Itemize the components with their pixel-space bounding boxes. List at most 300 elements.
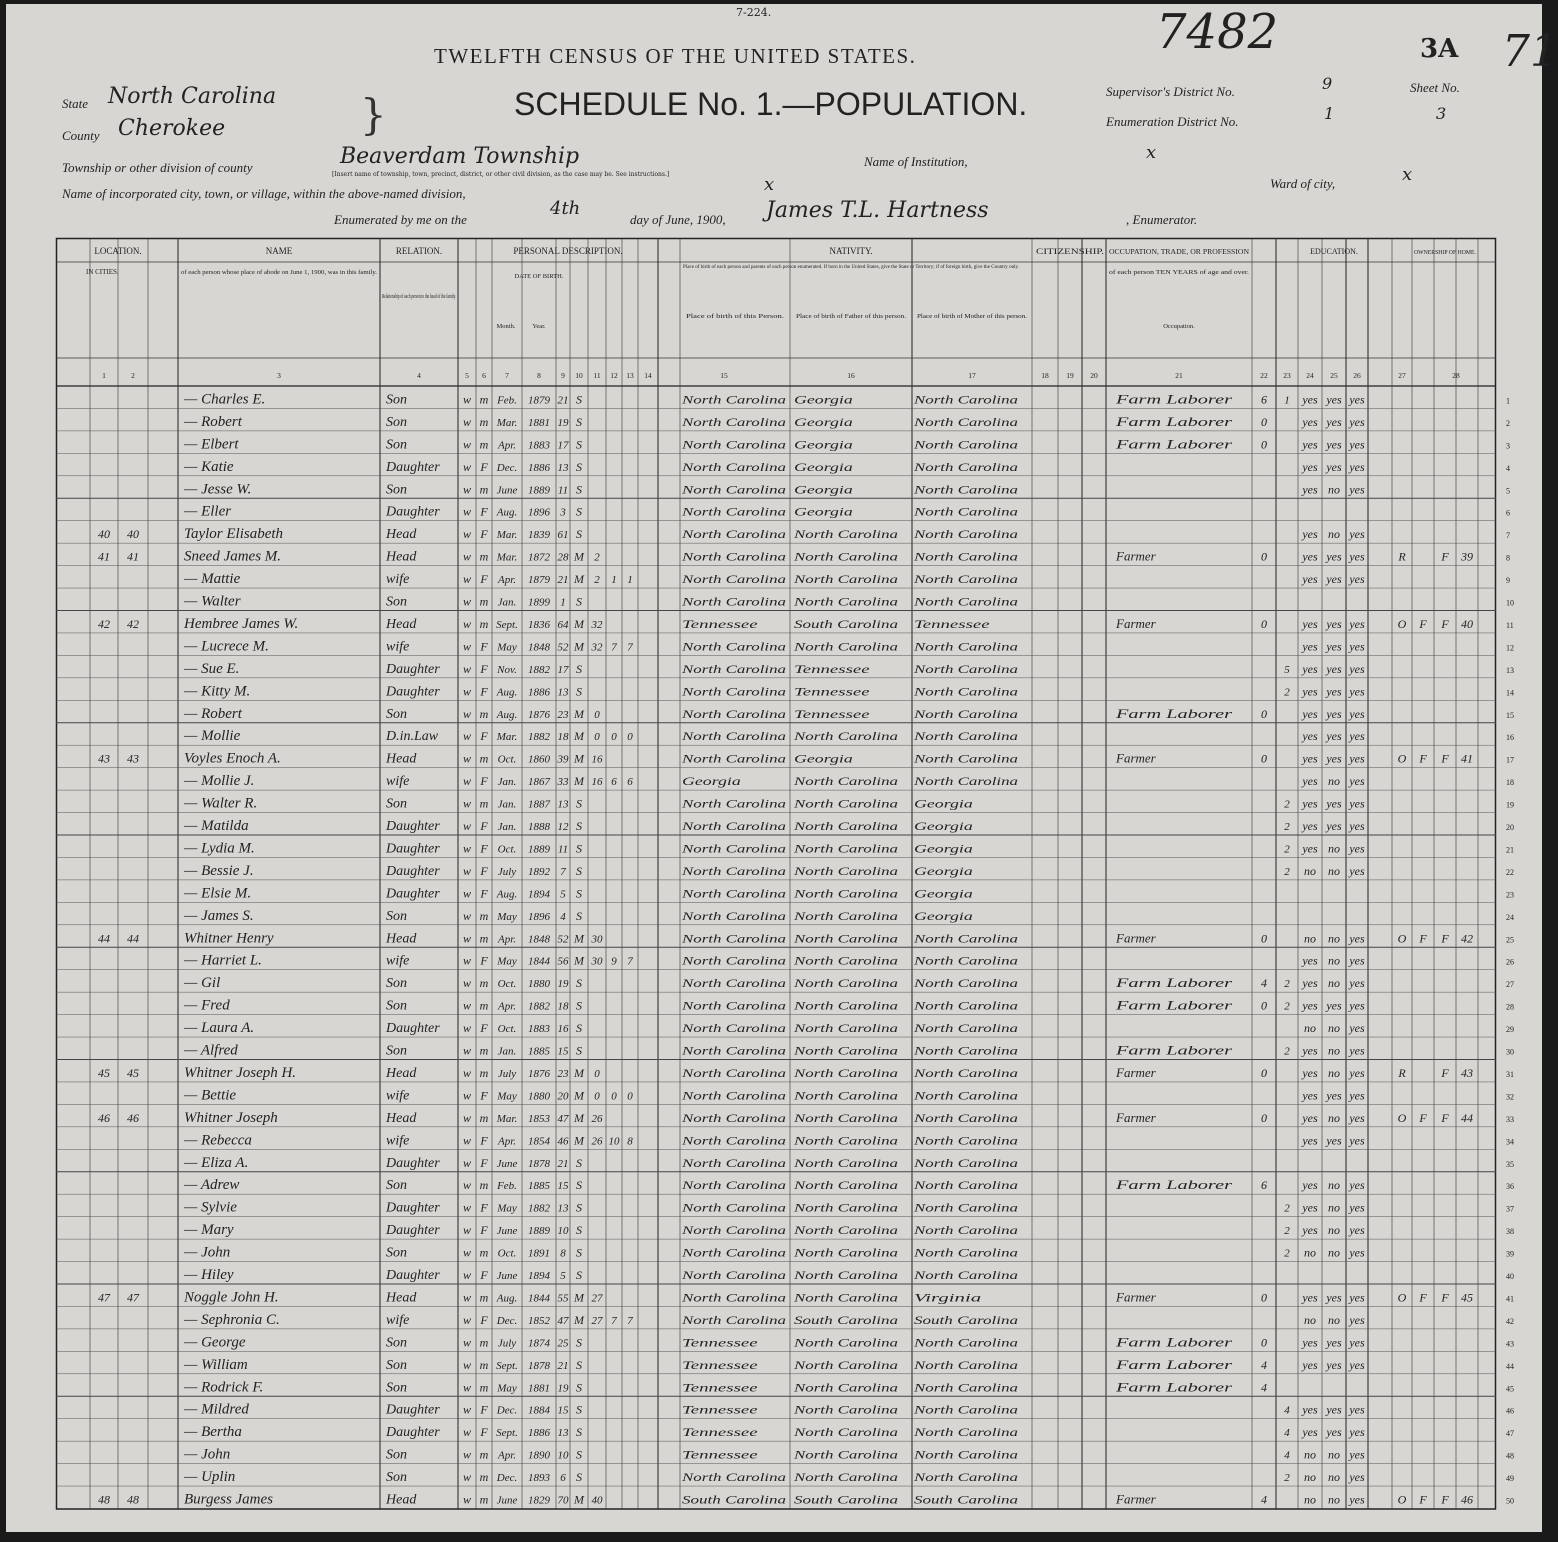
cell: Daughter <box>386 863 440 879</box>
cell: 13 <box>557 1202 569 1215</box>
cell: Head <box>386 1492 417 1508</box>
cell: — Harriet L. <box>184 952 262 969</box>
cell: F <box>480 1402 488 1417</box>
cell: 40 <box>98 527 110 542</box>
cell: North Carolina <box>912 661 1018 676</box>
cell: 1848 <box>528 641 550 654</box>
line-number: 8 <box>1506 553 1510 563</box>
cell: South Carolina <box>794 616 898 631</box>
cell: 4 <box>1284 1404 1290 1417</box>
cell: Whitner Joseph <box>184 1109 278 1126</box>
cell: Farm Laborer <box>1114 997 1234 1013</box>
cell: 21 <box>557 1157 569 1170</box>
cell: North Carolina <box>912 504 1018 519</box>
cell: Oct. <box>497 1023 517 1036</box>
cell: North Carolina <box>680 976 786 991</box>
cell: 1885 <box>528 1180 550 1193</box>
cell: no <box>1328 1245 1340 1260</box>
cell: yes <box>1349 1223 1365 1238</box>
cell: no <box>1304 1470 1316 1485</box>
cell: 0 <box>1261 616 1267 631</box>
cell: F <box>480 729 488 744</box>
cell: 26 <box>591 1135 603 1148</box>
cell: Mar. <box>496 529 518 542</box>
cell: North Carolina <box>680 953 786 968</box>
cell: Burgess James <box>184 1491 274 1508</box>
cell: S <box>576 414 582 429</box>
line-number: 9 <box>1506 576 1510 586</box>
cell: Daughter <box>386 1425 440 1441</box>
cell: 1892 <box>528 865 550 878</box>
line-number: 24 <box>1506 912 1514 922</box>
cell: wife <box>386 953 410 969</box>
cell: Tennessee <box>794 684 871 699</box>
cell: yes <box>1349 1065 1365 1080</box>
cell: 17 <box>557 439 569 452</box>
cell: Farm Laborer <box>1114 1042 1234 1058</box>
cell: 0 <box>1261 751 1267 766</box>
cell: F <box>1441 1290 1449 1305</box>
cell: yes <box>1349 1447 1365 1462</box>
cell: North Carolina <box>792 1402 898 1417</box>
cell: 4 <box>1261 1357 1267 1372</box>
cell: Dec. <box>496 1472 518 1485</box>
cell: yes <box>1349 572 1365 587</box>
cell: w <box>462 392 472 407</box>
column-number: 22 <box>1260 371 1268 380</box>
cell: F <box>1419 1290 1427 1305</box>
cell: F <box>480 774 488 789</box>
cell: 0 <box>1261 1110 1267 1125</box>
cell: 19 <box>557 1382 569 1395</box>
city-label: Name of incorporated city, town, or village, within the above-named division, <box>62 186 466 201</box>
cell: m <box>479 1335 489 1350</box>
cell: Apr. <box>497 1449 517 1462</box>
cell: yes <box>1349 976 1365 991</box>
cell: yes <box>1302 751 1318 766</box>
line-number: 7 <box>1506 531 1510 541</box>
cell: M <box>574 1065 584 1080</box>
cell: — Laura A. <box>184 1020 255 1037</box>
cell: North Carolina <box>912 392 1018 407</box>
cell: 6 <box>560 1472 566 1485</box>
cell: South Carolina <box>794 1492 898 1507</box>
cell: w <box>462 706 472 721</box>
cell: 46 <box>1461 1492 1473 1507</box>
cell: 1 <box>1284 394 1290 407</box>
cell: m <box>479 1380 489 1395</box>
cell: S <box>576 1043 582 1058</box>
cell: yes <box>1302 1223 1318 1238</box>
cell: North Carolina <box>912 931 1018 946</box>
cell: O <box>1397 1290 1407 1305</box>
line-number: 33 <box>1506 1114 1514 1124</box>
cell: m <box>479 1470 489 1485</box>
cell: S <box>576 527 582 542</box>
cell: Virginia <box>914 1290 982 1305</box>
cell: North Carolina <box>912 751 1018 766</box>
cell: yes <box>1326 437 1342 452</box>
cell: — Eller <box>184 503 232 520</box>
cell: 26 <box>591 1112 603 1125</box>
cell: 42 <box>98 616 110 631</box>
cell: no <box>1328 1065 1340 1080</box>
cell: — Bessie J. <box>184 862 254 879</box>
cell: 2 <box>1284 1247 1290 1260</box>
cell: Apr. <box>497 1000 517 1013</box>
cell: Apr. <box>497 1135 517 1148</box>
cell: w <box>462 1268 472 1282</box>
cell: South Carolina <box>794 1312 898 1327</box>
cell: yes <box>1349 527 1365 542</box>
cell: 2 <box>1284 1225 1290 1238</box>
township-value: Beaverdam Township <box>340 144 580 169</box>
ward-value: x <box>1402 164 1413 185</box>
cell: Son <box>386 908 407 924</box>
cell: 2 <box>1284 865 1290 878</box>
cell: no <box>1304 1492 1316 1507</box>
enumeration-label: Enumeration District No. <box>1106 114 1239 129</box>
cell: S <box>576 998 582 1013</box>
cell: Farmer <box>1116 1109 1156 1125</box>
cell: 1882 <box>528 731 550 744</box>
line-number: 18 <box>1506 778 1514 788</box>
cell: 47 <box>557 1112 569 1125</box>
cell: 18 <box>557 1000 569 1013</box>
cell: North Carolina <box>912 1200 1018 1215</box>
cell: F <box>480 953 488 968</box>
cell: Jan. <box>497 776 517 789</box>
cell: m <box>479 931 489 946</box>
cell: Daughter <box>386 841 440 857</box>
cell: w <box>462 527 472 542</box>
cell: yes <box>1326 639 1342 654</box>
cell: w <box>462 931 472 946</box>
cell: 1879 <box>528 394 550 407</box>
cell: F <box>480 1133 488 1148</box>
cell: yes <box>1326 1425 1342 1440</box>
cell: no <box>1328 931 1340 946</box>
cell: yes <box>1349 482 1365 497</box>
line-number: 34 <box>1506 1137 1514 1147</box>
cell: 13 <box>557 461 569 474</box>
cell: w <box>462 1357 472 1372</box>
cell: 2 <box>1284 1202 1290 1215</box>
cell: 6 <box>627 776 633 789</box>
column-number: 6 <box>482 371 486 380</box>
cell: North Carolina <box>912 1425 1018 1440</box>
cell: F <box>1419 1110 1427 1125</box>
cell: 40 <box>591 1494 603 1507</box>
stamp-number: 7482 <box>1156 4 1279 60</box>
cell: Daughter <box>386 1223 440 1239</box>
cell: — Lucrece M. <box>184 638 269 655</box>
cell: M <box>574 572 584 587</box>
cell: 39 <box>1461 549 1473 564</box>
cell: 27 <box>591 1292 603 1305</box>
cell: Daughter <box>386 886 440 902</box>
cell: North Carolina <box>912 527 1018 542</box>
cell: — Rodrick F. <box>184 1379 264 1396</box>
cell: M <box>574 751 584 766</box>
cell: yes <box>1349 953 1365 968</box>
header-in-cities: IN CITIES. <box>86 268 119 276</box>
cell: 2 <box>1284 1000 1290 1013</box>
cell: 33 <box>557 776 569 789</box>
cell: North Carolina <box>680 819 786 833</box>
cell: no <box>1328 976 1340 991</box>
cell: 1883 <box>528 1023 550 1036</box>
cell: yes <box>1326 616 1342 631</box>
cell: yes <box>1349 819 1365 833</box>
cell: North Carolina <box>792 774 898 789</box>
cell: S <box>576 1200 582 1215</box>
cell: F <box>480 1155 488 1170</box>
cell: May <box>497 1090 517 1103</box>
cell: 1872 <box>528 551 550 564</box>
cell: Jan. <box>497 1045 517 1058</box>
cell: — Elsie M. <box>184 885 252 902</box>
cell: yes <box>1302 1290 1318 1305</box>
cell: F <box>480 661 488 676</box>
column-number: 28 <box>1452 371 1460 380</box>
header-education: EDUCATION. <box>1310 247 1358 256</box>
header-birth-person: Place of birth of this Person. <box>686 314 755 320</box>
enumerated-mid: day of June, 1900, <box>630 212 726 227</box>
cell: Oct. <box>497 843 517 856</box>
cell: Farmer <box>1116 615 1156 631</box>
cell: yes <box>1326 392 1342 407</box>
cell: Head <box>386 616 417 632</box>
cell: no <box>1304 1312 1316 1327</box>
line-number: 39 <box>1506 1249 1514 1259</box>
cell: S <box>576 504 582 519</box>
line-number: 23 <box>1506 890 1514 900</box>
cell: w <box>462 572 472 587</box>
state-label: State <box>62 96 88 111</box>
cell: 0 <box>594 708 600 721</box>
cell: wife <box>386 1133 410 1149</box>
line-number: 48 <box>1506 1451 1514 1461</box>
column-number: 23 <box>1283 371 1291 380</box>
cell: Georgia <box>794 504 853 519</box>
cell: yes <box>1302 841 1318 856</box>
cell: M <box>574 706 584 721</box>
cell: North Carolina <box>680 886 786 901</box>
cell: Dec. <box>496 1314 518 1327</box>
cell: 0 <box>1261 931 1267 946</box>
cell: North Carolina <box>792 1380 898 1395</box>
cell: 28 <box>557 551 569 564</box>
cell: North Carolina <box>792 639 898 654</box>
cell: S <box>576 1223 582 1238</box>
cell: 1879 <box>528 574 550 587</box>
cell: North Carolina <box>792 1447 898 1462</box>
cell: yes <box>1302 549 1318 564</box>
cell: w <box>462 1492 472 1507</box>
cell: July <box>497 1067 517 1080</box>
cell: 8 <box>627 1135 633 1148</box>
cell: yes <box>1326 1357 1342 1372</box>
cell: 2 <box>1284 798 1290 811</box>
cell: wife <box>386 639 410 655</box>
cell: yes <box>1302 1402 1318 1417</box>
cell: F <box>1419 1492 1427 1507</box>
schedule-title: SCHEDULE No. 1.—POPULATION. <box>514 86 1028 122</box>
cell: Oct. <box>497 1247 517 1260</box>
cell: yes <box>1349 661 1365 676</box>
cell: Sept. <box>496 1427 518 1440</box>
header-location: LOCATION. <box>94 246 142 256</box>
cell: 21 <box>557 574 569 587</box>
cell: — James S. <box>184 907 254 924</box>
cell: w <box>462 953 472 968</box>
cell: S <box>576 976 582 991</box>
cell: July <box>497 865 517 878</box>
cell: m <box>479 1110 489 1125</box>
cell: Mar. <box>496 551 518 564</box>
cell: 16 <box>557 1023 569 1036</box>
cell: North Carolina <box>680 729 786 744</box>
header-personal: PERSONAL DESCRIPTION. <box>513 246 623 256</box>
cell: 15 <box>557 1404 569 1417</box>
cell: w <box>462 594 472 609</box>
cell: yes <box>1302 684 1318 699</box>
cell: yes <box>1349 863 1365 878</box>
form-number: 7-224. <box>736 6 772 19</box>
cell: Farm Laborer <box>1114 1356 1234 1372</box>
cell: Son <box>386 1043 407 1059</box>
cell: yes <box>1326 549 1342 564</box>
header-ownership: OWNERSHIP OF HOME. <box>1414 249 1477 256</box>
cell: North Carolina <box>680 414 786 429</box>
cell: no <box>1328 841 1340 856</box>
cell: S <box>576 841 582 856</box>
column-number: 3 <box>277 371 281 380</box>
cell: Daughter <box>386 684 440 700</box>
cell: Jan. <box>497 596 517 609</box>
cell: 1893 <box>528 1472 550 1485</box>
cell: F <box>1419 751 1427 766</box>
cell: yes <box>1302 1065 1318 1080</box>
cell: Farmer <box>1116 548 1156 564</box>
cell: 1885 <box>528 1045 550 1058</box>
cell: 41 <box>127 549 139 564</box>
cell: 13 <box>557 798 569 811</box>
cell: yes <box>1326 661 1342 676</box>
cell: Taylor Elisabeth <box>184 526 284 543</box>
cell: yes <box>1302 1178 1318 1193</box>
cell: North Carolina <box>912 998 1018 1013</box>
cell: 45 <box>98 1065 110 1080</box>
cell: North Carolina <box>680 549 786 564</box>
cell: yes <box>1349 414 1365 429</box>
cell: Georgia <box>914 886 973 901</box>
cell: M <box>574 1290 584 1305</box>
cell: 32 <box>591 641 603 654</box>
cell: Son <box>386 1447 407 1463</box>
cell: m <box>479 976 489 991</box>
cell: no <box>1304 931 1316 946</box>
line-number: 14 <box>1506 688 1514 698</box>
header-date-of-birth: DATE OF BIRTH. <box>514 273 564 280</box>
cell: 30 <box>591 933 603 946</box>
enumerated-prefix: Enumerated by me on the <box>334 212 467 227</box>
cell: North Carolina <box>792 841 898 856</box>
cell: w <box>462 1470 472 1485</box>
line-number: 32 <box>1506 1092 1514 1102</box>
cell: m <box>479 549 489 564</box>
line-number: 27 <box>1506 980 1514 990</box>
column-number: 2 <box>131 371 135 380</box>
cell: 46 <box>127 1110 139 1125</box>
cell: Son <box>386 482 407 498</box>
county-label: County <box>62 128 100 143</box>
cell: — Elbert <box>184 436 239 453</box>
cell: M <box>574 639 584 654</box>
line-number: 12 <box>1506 643 1514 653</box>
column-number: 26 <box>1353 371 1361 380</box>
line-number: 36 <box>1506 1182 1514 1192</box>
cell: South Carolina <box>914 1312 1018 1327</box>
cell: Georgia <box>794 751 853 766</box>
cell: O <box>1397 1110 1407 1125</box>
cell: — Walter R. <box>184 795 258 812</box>
cell: 7 <box>627 641 633 654</box>
column-number: 11 <box>593 371 601 380</box>
cell: North Carolina <box>792 1088 898 1103</box>
cell: 5 <box>1284 663 1290 676</box>
cell: — Sylvie <box>184 1199 237 1216</box>
line-number: 1 <box>1506 396 1510 406</box>
cell: 19 <box>557 416 569 429</box>
cell: North Carolina <box>680 437 786 452</box>
cell: 4 <box>560 910 566 923</box>
cell: Sept. <box>496 618 518 631</box>
cell: 0 <box>1261 437 1267 452</box>
cell: Nov. <box>497 663 517 676</box>
cell: 19 <box>557 978 569 991</box>
cell: 21 <box>557 1359 569 1372</box>
cell: North Carolina <box>912 549 1018 564</box>
cell: 1886 <box>528 1427 550 1440</box>
header-nativity: NATIVITY. <box>829 246 873 256</box>
cell: yes <box>1302 527 1318 542</box>
county-value: Cherokee <box>118 116 226 141</box>
cell: Georgia <box>914 863 973 878</box>
cell: — Bettie <box>184 1087 237 1104</box>
state-value: North Carolina <box>108 84 277 109</box>
cell: 4 <box>1284 1427 1290 1440</box>
cell: — William <box>184 1356 248 1373</box>
cell: 4 <box>1261 976 1267 991</box>
cell: North Carolina <box>680 1043 786 1058</box>
cell: Georgia <box>794 437 853 452</box>
cell: S <box>576 863 582 878</box>
cell: 0 <box>1261 706 1267 721</box>
header-name-desc: of each person whose place of abode on June 1, 1900, was in this family. <box>181 269 378 276</box>
cell: 43 <box>127 751 139 766</box>
cell: North Carolina <box>912 1088 1018 1103</box>
cell: Tennessee <box>682 616 759 631</box>
cell: S <box>576 1357 582 1372</box>
cell: yes <box>1302 774 1318 789</box>
column-number: 10 <box>575 371 583 380</box>
cell: 8 <box>560 1247 566 1260</box>
cell: 32 <box>591 618 603 631</box>
cell: — Alfred <box>184 1042 238 1059</box>
cell: 30 <box>591 955 603 968</box>
